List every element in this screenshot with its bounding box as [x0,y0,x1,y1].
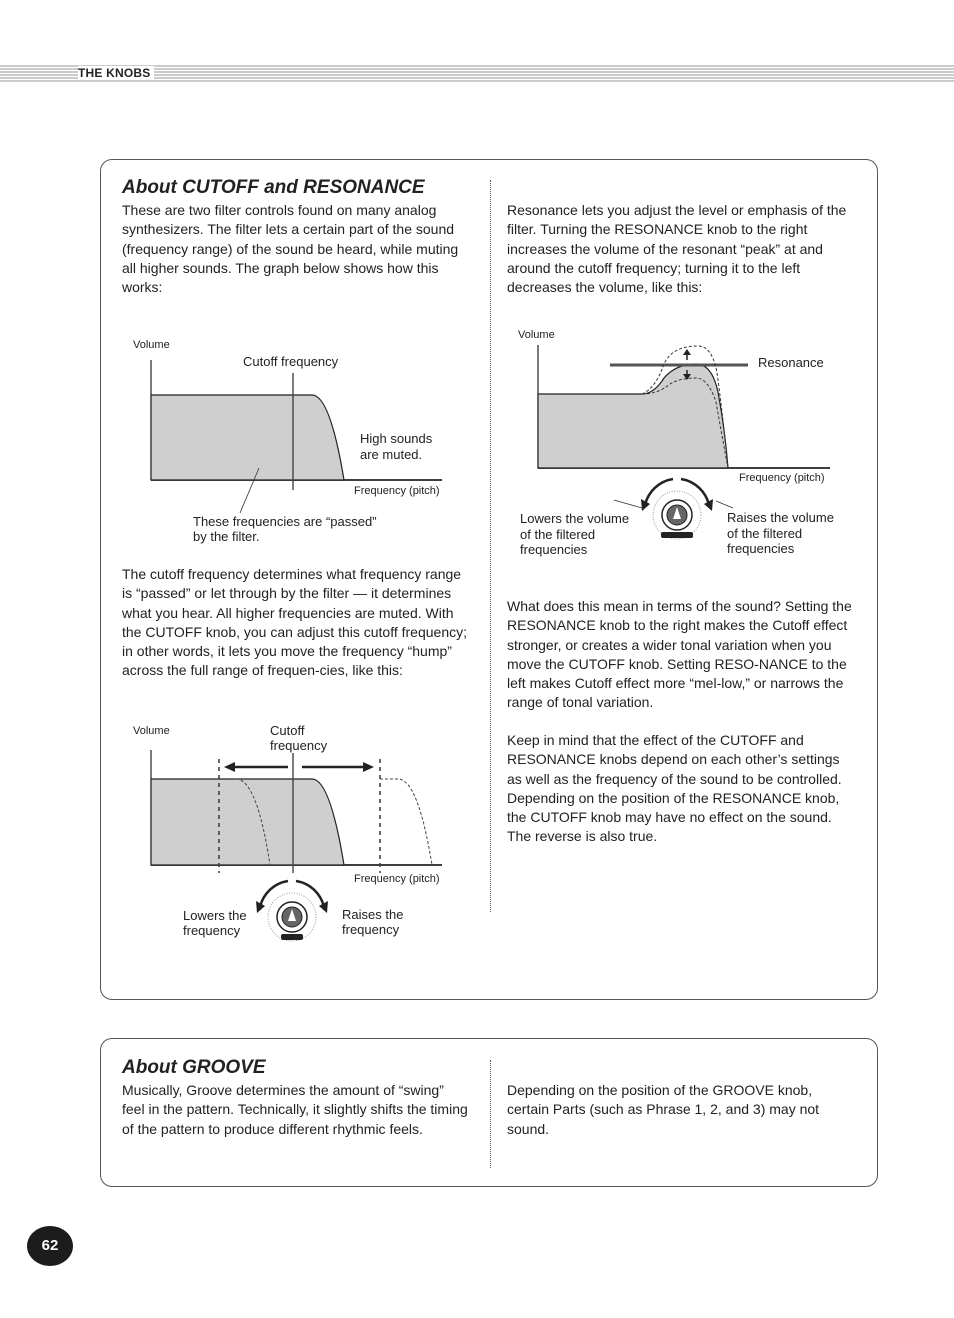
graph3-lowers-label-3: frequencies [520,542,588,557]
graph3-lowers-label-1: Lowers the volume [520,511,630,526]
graph1-cutoff-label: Cutoff frequency [243,354,339,369]
graph2-frequency-label: Frequency (pitch) [354,873,440,885]
resonance-intro-text: Resonance lets you adjust the level or emphasis of the filter. Turning the RESONANCE knob to the right increases the volume of the resonant “peak” at and around the cutoff frequency; turning it to the left decreases the volume, like this: [507,202,847,296]
resonance-bottom-text: Keep in mind that the effect of the CUTOFF and RESONANCE knobs depend on each other’s settings as well as the frequency of the sound to be controlled. Depending on the position of the RESONANCE knob, the CUTOFF knob may have no effect on the sound. The reverse is also true. [507,732,842,845]
graph1-passed-label-1: These frequencies are “passed” [193,514,377,529]
cutoff-middle-text: The cutoff frequency determines what frequency range is “passed” or let through by the filter — it determines what you hear. All higher frequencies are muted. With the CUTOFF knob, you can adjust this cutoff frequency; in other words, it lets you move the frequency “hump” across the full range of frequen-cies, like this: [122,566,467,679]
graph2-lowers-label-2: frequency [183,923,241,938]
graph2-raises-label-1: Raises the [342,907,404,922]
graph1-frequency-label: Frequency (pitch) [354,485,440,497]
graph3-raises-label-2: of the filtered [727,526,803,541]
graph3-lowers-label-2: of the filtered [520,527,596,542]
graph1-volume-label: Volume [133,339,170,351]
cutoff-intro-text: These are two filter controls found on many analog synthesizers. The filter lets a certain part of the sound (frequency range) of the sound be heard, while muting all higher sounds. The graph below shows how this works: [122,202,459,296]
groove-right-text: Depending on the position of the GROOVE knob, certain Parts (such as Phrase 1, 2, and 3) may not sound. [507,1082,820,1137]
graph3-frequency-label: Frequency (pitch) [739,472,825,484]
graph1-passed-label-2: by the filter. [193,529,260,544]
graph3-volume-label: Volume [518,329,555,341]
page-number-badge [27,1226,73,1266]
groove-title: About GROOVE [122,1057,266,1078]
cutoff-resonance-title: About CUTOFF and RESONANCE [122,177,425,198]
column-divider [490,180,491,912]
graph2-cutoff-label-2: frequency [270,738,328,753]
groove-left-text: Musically, Groove determines the amount of “swing” feel in the pattern. Technically, it slightly shifts the timing of the pattern to produce different rhythmic feels. [122,1082,468,1137]
graph3-raises-label-1: Raises the volume [727,510,834,525]
graph2-raises-label-2: frequency [342,922,400,937]
cutoff-graph [140,355,450,500]
graph2-lowers-label-1: Lowers the [183,908,247,923]
resonance-middle-text: What does this mean in terms of the sound? Setting the RESONANCE knob to the right makes the Cutoff effect stronger, or creates a wider tonal variation when you move the CUTOFF knob. Setting RESO-NANCE to the left makes Cutoff effect more “mel-low,” or narrows the range of tonal variation. [507,598,852,711]
groove-column-divider [490,1060,491,1168]
graph2-cutoff-label-1: Cutoff [270,723,305,738]
graph1-muted-label-1: High sounds [360,431,433,446]
graph1-muted-label-2: are muted. [360,447,423,462]
section-header: THE KNOBS [78,66,154,80]
graph3-raises-label-3: frequencies [727,541,795,556]
page-number: 62 [41,1237,59,1254]
graph2-volume-label: Volume [133,725,170,737]
graph3-resonance-label: Resonance [758,355,824,370]
